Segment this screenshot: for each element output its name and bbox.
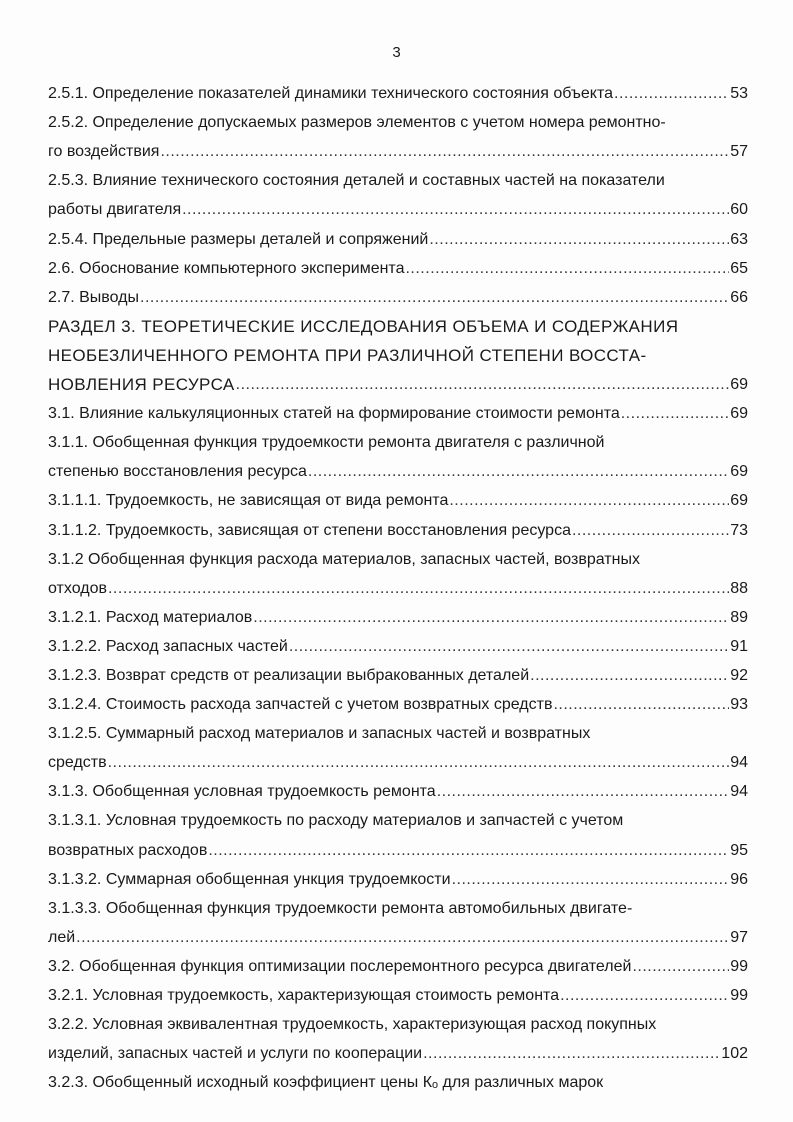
toc-entry bbox=[48, 657, 748, 686]
toc-entry-page: 69 bbox=[730, 463, 748, 481]
toc-entry bbox=[48, 890, 748, 919]
toc-leader-dots bbox=[308, 462, 729, 482]
toc-entry bbox=[48, 395, 748, 424]
toc-entry-text: 3.1. Влияние калькуляционных статей на формирование стоимости ремонта bbox=[48, 405, 620, 423]
toc-entry-text: 3.1.1. Обобщенная функция трудоемкости ремонта двигателя с различной bbox=[48, 434, 605, 452]
toc-leader-dots bbox=[437, 782, 730, 802]
toc-entry-text: 2.5.4. Предельные размеры деталей и сопряжений bbox=[48, 230, 429, 248]
toc-entry-page: 69 bbox=[730, 405, 748, 423]
toc-entry-text: 2.7. Выводы bbox=[48, 288, 140, 306]
toc-leader-dots bbox=[423, 1044, 720, 1064]
toc-entry-page: 95 bbox=[730, 841, 748, 859]
toc-entry-text: степенью восстановления ресурса bbox=[48, 463, 307, 481]
toc-entry bbox=[48, 541, 748, 570]
toc-entry bbox=[48, 1035, 748, 1064]
toc-entry-page: 97 bbox=[730, 928, 748, 946]
toc-entry-text: лей bbox=[48, 928, 76, 946]
toc-entry-page: 66 bbox=[730, 288, 748, 306]
toc-entry-page: 69 bbox=[730, 492, 748, 510]
toc-entry bbox=[48, 453, 748, 482]
page-number: 3 bbox=[392, 44, 401, 61]
toc-entry-page: 57 bbox=[730, 143, 748, 161]
toc-entry-page: 99 bbox=[730, 957, 748, 975]
toc-entry bbox=[48, 686, 748, 715]
toc-entry bbox=[48, 220, 748, 249]
toc-entry-text: отходов bbox=[48, 579, 107, 597]
toc-entry-page: 94 bbox=[730, 754, 748, 772]
toc-entry bbox=[48, 424, 748, 453]
toc-entry bbox=[48, 279, 748, 308]
toc-entry-text: 3.1.2.1. Расход материалов bbox=[48, 608, 253, 626]
toc-entry bbox=[48, 191, 748, 220]
toc-entry-text: 3.1.1.1. Трудоемкость, не зависящая от вида ремонта bbox=[48, 492, 449, 510]
toc-leader-dots bbox=[289, 637, 729, 657]
toc-entry-page: 99 bbox=[730, 987, 748, 1004]
toc-entry bbox=[48, 773, 748, 802]
toc-leader-dots bbox=[530, 666, 729, 686]
toc-entry-text: 2.5.1. Определение показателей динамики технического состояния объекта bbox=[48, 85, 613, 103]
toc-entry-text: 2.5.2. Определение допускаемых размеров элементов с учетом номера ремонтно- bbox=[48, 114, 666, 132]
toc-leader-dots bbox=[108, 753, 730, 773]
toc-entry-text: 3.2.2. Условная эквивалентная трудоемкость, характеризующая расход покупных bbox=[48, 1016, 657, 1034]
toc-leader-dots bbox=[405, 259, 729, 279]
toc-entry-text: 3.1.3.1. Условная трудоемкость по расходу материалов и запчастей с учетом bbox=[48, 812, 624, 830]
toc-entry-text: РАЗДЕЛ 3. ТЕОРЕТИЧЕСКИЕ ИССЛЕДОВАНИЯ ОБЪЕМА И СОДЕРЖАНИЯ bbox=[48, 316, 679, 336]
toc-entry-text: го воздействия bbox=[48, 143, 160, 161]
toc-entry bbox=[48, 250, 748, 279]
toc-entry bbox=[48, 570, 748, 599]
toc-entry-text: 3.1.2.5. Суммарный расход материалов и запасных частей и возвратных bbox=[48, 725, 591, 743]
toc-entry bbox=[48, 977, 748, 1006]
toc-entry bbox=[48, 919, 748, 948]
toc-entry-page: 63 bbox=[730, 230, 748, 248]
toc-entry-text: 2.6. Обоснование компьютерного эксперимента bbox=[48, 259, 405, 277]
toc-leader-dots bbox=[632, 957, 729, 977]
toc-leader-dots bbox=[182, 200, 729, 220]
toc-entry-text: НЕОБЕЗЛИЧЕННОГО РЕМОНТА ПРИ РАЗЛИЧНОЙ СТЕПЕНИ ВОССТА- bbox=[48, 345, 647, 365]
toc-entry-page: 53 bbox=[730, 85, 748, 103]
toc-entry bbox=[48, 308, 748, 337]
toc-entry-text: 3.1.2 Обобщенная функция расхода материалов, запасных частей, возвратных bbox=[48, 550, 640, 568]
toc-leader-dots bbox=[429, 230, 729, 250]
toc-entry-page: 94 bbox=[730, 783, 748, 801]
toc-leader-dots bbox=[108, 579, 729, 599]
toc-entry-page: 96 bbox=[730, 870, 748, 888]
toc-leader-dots bbox=[160, 142, 729, 162]
toc-leader-dots bbox=[208, 841, 729, 861]
toc-entry bbox=[48, 831, 748, 860]
toc-entry-page: 88 bbox=[730, 579, 748, 597]
toc-leader-dots bbox=[253, 608, 729, 628]
toc-entry bbox=[48, 628, 748, 657]
toc-entry-text: 3.1.1.2. Трудоемкость, зависящая от степени восстановления ресурса bbox=[48, 521, 571, 539]
toc-entry-page: 92 bbox=[730, 666, 748, 684]
toc-leader-dots bbox=[614, 84, 729, 104]
toc-entry-page: 60 bbox=[730, 201, 748, 219]
toc-entry bbox=[48, 599, 748, 628]
toc-entry bbox=[48, 802, 748, 831]
toc-entry-text: 3.1.2.2. Расход запасных частей bbox=[48, 637, 288, 655]
toc-entry-page: 91 bbox=[730, 637, 748, 655]
toc-entry bbox=[48, 861, 748, 890]
toc-entry-text: работы двигателя bbox=[48, 201, 182, 219]
toc-entry bbox=[48, 337, 748, 366]
toc-entry bbox=[48, 162, 748, 191]
toc-entry-page: 73 bbox=[730, 521, 748, 539]
toc-entry-page: 102 bbox=[721, 1045, 748, 1063]
toc-entry-text: 3.2. Обобщенная функция оптимизации послеремонтного ресурса двигателей bbox=[48, 957, 632, 975]
toc-entry bbox=[48, 948, 748, 977]
toc-entry bbox=[48, 511, 748, 540]
toc-entry bbox=[48, 715, 748, 744]
toc-entry-page: 89 bbox=[730, 608, 748, 626]
toc-entry bbox=[48, 1064, 748, 1093]
toc-entry bbox=[48, 104, 748, 133]
toc-leader-dots bbox=[560, 986, 729, 1006]
toc-leader-dots bbox=[76, 928, 729, 948]
toc-entry-text: 3.2.3. Обобщенный исходный коэффициент цены Кₒ для различных марок bbox=[48, 1074, 604, 1092]
toc-entry bbox=[48, 366, 748, 395]
table-of-contents bbox=[48, 75, 748, 1093]
toc-entry bbox=[48, 744, 748, 773]
toc-entry bbox=[48, 75, 748, 104]
toc-leader-dots bbox=[449, 491, 729, 511]
toc-entry bbox=[48, 133, 748, 162]
toc-entry-page: 65 bbox=[730, 259, 748, 277]
toc-leader-dots bbox=[236, 375, 730, 395]
toc-leader-dots bbox=[553, 695, 729, 715]
toc-entry-text: НОВЛЕНИЯ РЕСУРСА bbox=[48, 375, 235, 395]
toc-entry-text: изделий, запасных частей и услуги по кооперации bbox=[48, 1045, 423, 1063]
toc-entry-page: 93 bbox=[730, 696, 748, 714]
toc-entry bbox=[48, 1006, 748, 1035]
toc-entry-page: 69 bbox=[730, 376, 748, 394]
toc-leader-dots bbox=[572, 521, 729, 541]
toc-leader-dots bbox=[452, 870, 730, 890]
toc-leader-dots bbox=[140, 288, 729, 308]
toc-entry-text: 3.1.3. Обобщенная условная трудоемкость ремонта bbox=[48, 783, 436, 801]
toc-entry-text: возвратных расходов bbox=[48, 841, 208, 859]
toc-entry-text: средств bbox=[48, 754, 107, 772]
toc-leader-dots bbox=[621, 404, 729, 424]
toc-entry-text: 3.1.2.4. Стоимость расхода запчастей с учетом возвратных средств bbox=[48, 696, 553, 714]
toc-entry-text: 3.1.3.2. Суммарная обобщенная ункция трудоемкости bbox=[48, 870, 451, 888]
toc-entry-text: 3.2.1. Условная трудоемкость, характеризующая стоимость ремонта bbox=[48, 987, 560, 1004]
toc-entry-text: 3.1.2.3. Возврат средств от реализации выбракованных деталей bbox=[48, 666, 530, 684]
toc-entry bbox=[48, 482, 748, 511]
toc-entry-text: 2.5.3. Влияние технического состояния деталей и составных частей на показатели bbox=[48, 172, 665, 190]
toc-entry-text: 3.1.3.3. Обобщенная функция трудоемкости ремонта автомобильных двигате- bbox=[48, 899, 633, 917]
